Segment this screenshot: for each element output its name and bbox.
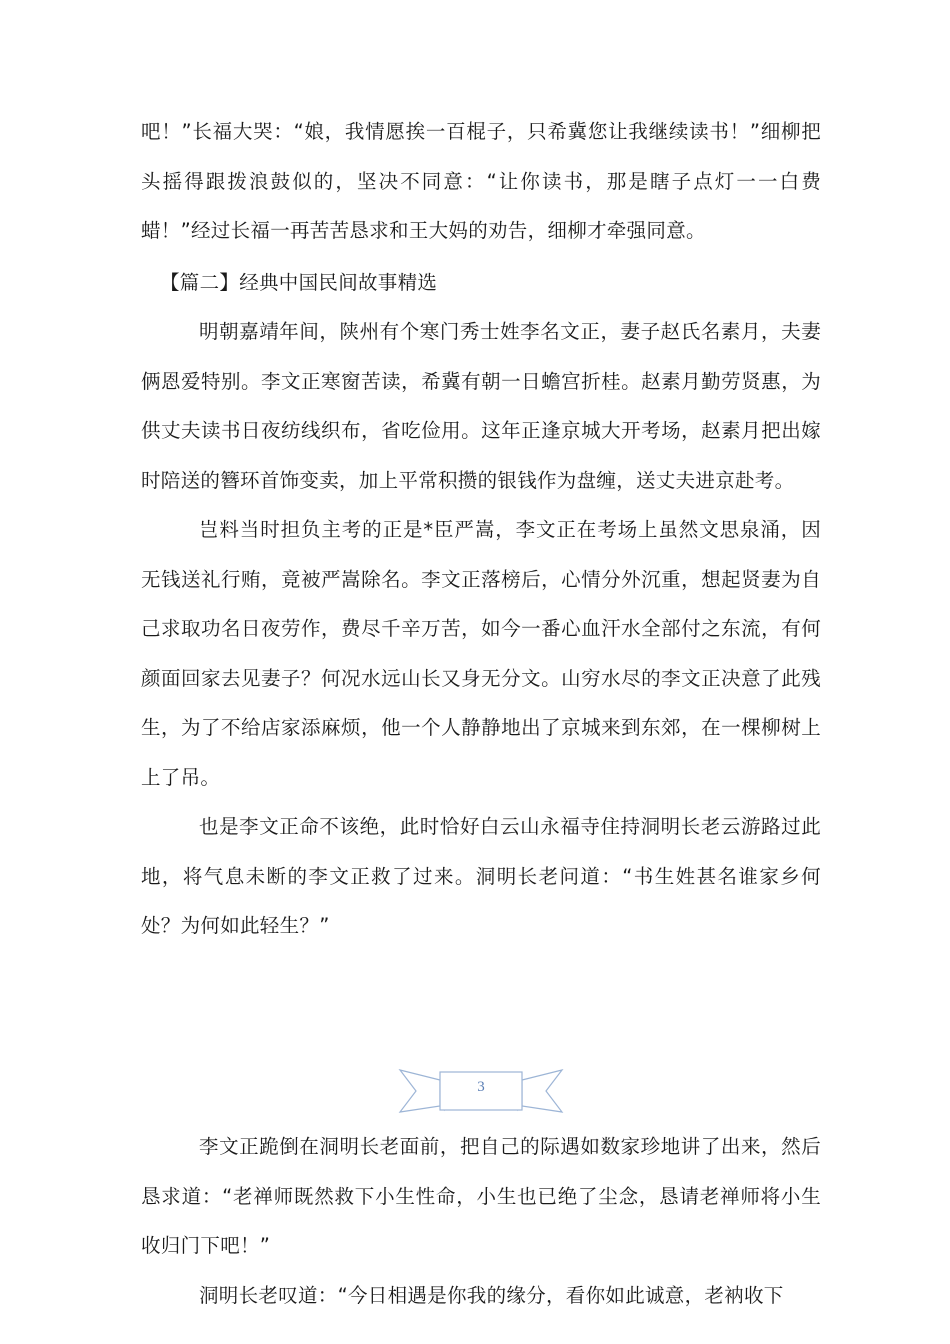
page-number-ribbon <box>398 1066 564 1116</box>
section-heading: 【篇二】经典中国民间故事精选 <box>160 271 438 294</box>
text-block-main <box>141 307 821 951</box>
paragraph-continued: 吧！”长福大哭：“娘，我情愿挨一百棍子，只希冀您让我继续读书！”细柳把头摇得跟拨浪鼓似的，坚决不同意：“让你读书，那是瞎子点灯一一白费蜡！”经过长福一再苦苦恳求和王大妈的劝告，细柳才牵强同意。 <box>141 120 821 242</box>
text-block-top <box>141 107 821 256</box>
page-number: 3 <box>477 1079 485 1095</box>
paragraph-4: 李文正跪倒在洞明长老面前，把自己的际遇如数家珍地讲了出来，然后恳求道：“老禅师既然救下小生性命，小生也已绝了尘念，恳请老禅师将小生收归门下吧！” <box>141 1135 821 1257</box>
paragraph-5: 洞明长老叹道：“今日相遇是你我的缘分，看你如此诚意，老衲收下 <box>199 1283 784 1307</box>
paragraph-2: 岂料当时担负主考的正是*臣严嵩，李文正在考场上虽然文思泉涌，因无钱送礼行贿，竟被严嵩除名。李文正落榜后，心情分外沉重，想起贤妻为自己求取功名日夜劳作，费尽千辛万苦，如今一番心血汗水全部付之东流，有何颜面回家去见妻子？何况水远山长又身无分文。山穷水尽的李文正决意了此残生，为了不给店家添麻烦，他一个人静静地出了京城来到东郊，在一棵柳树上上了吊。 <box>141 518 821 789</box>
paragraph-3: 也是李文正命不该绝，此时恰好白云山永福寺住持洞明长老云游路过此地，将气息未断的李文正救了过来。洞明长老问道：“书生姓甚名谁家乡何处？为何如此轻生？” <box>141 815 821 937</box>
paragraph-1: 明朝嘉靖年间，陕州有个寒门秀士姓李名文正，妻子赵氏名素月，夫妻俩恩爱特别。李文正寒窗苦读，希冀有朝一日蟾宫折桂。赵素月勤劳贤惠，为供丈夫读书日夜纺线织布，省吃俭用。这年正逢京城大开考场，赵素月把出嫁时陪送的簪环首饰变卖，加上平常积攒的银钱作为盘缠，送丈夫进京赴考。 <box>141 320 821 492</box>
text-block-bottom <box>141 1122 821 1320</box>
